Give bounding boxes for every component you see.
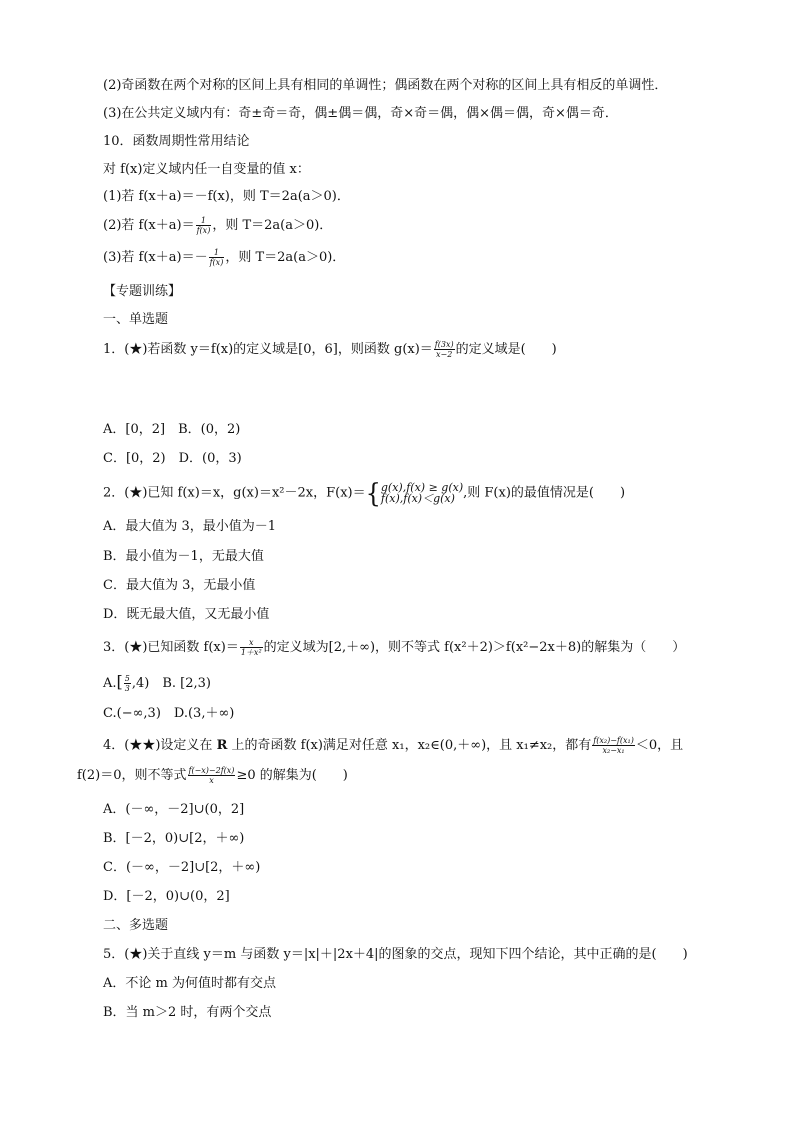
option-line: B．当 m＞2 时，有两个交点 <box>103 1005 272 1020</box>
question-5: 5．(★)关于直线 y＝m 与函数 y＝|x|＋|2x＋4|的图象的交点，现知下四个结论，其中正确的是( ) <box>103 947 688 962</box>
text-line: (2)奇函数在两个对称的区间上具有相同的单调性；偶函数在两个对称的区间上具有相反的单调性． <box>103 78 668 93</box>
fraction: $\frac{\text{f(x₂)−f(x₁)}}{\text{x₂−x₁}}$ <box>593 736 634 755</box>
question-3: 3．(★)已知函数 f(x)＝ $\frac{x}{\text{1＋x²}}$ 的定义域为[2,＋∞)，则不等式 f(x²＋2)＞f(x²−2x＋8)的解集为（ ） <box>103 638 686 657</box>
option-line: A．最大值为 3，最小值为－1 <box>103 519 277 534</box>
option-line: D．既无最大值，又无最小值 <box>103 607 270 622</box>
option-line: C.(−∞,3) D.(3,＋∞) <box>103 706 235 721</box>
option-line: B．最小值为－1，无最大值 <box>103 549 264 564</box>
option-line: A．(－∞，－2]∪(0，2] <box>103 802 245 817</box>
fraction: $\frac{1}{f(x)}$ <box>209 248 224 267</box>
piecewise-function: { g(x),f(x) ≥ g(x) f(x),f(x)＜g(x) <box>365 477 464 508</box>
fraction: $\frac{5}{3}$ <box>124 674 130 693</box>
section-heading: 【专题训练】 <box>103 284 182 299</box>
section-heading: 10．函数周期性常用结论 <box>103 134 250 149</box>
text-line: (3)在公共定义域内有：奇±奇＝奇，偶±偶＝偶，奇×奇＝偶，偶×偶＝偶，奇×偶＝奇． <box>103 106 618 121</box>
option-line: A．[0，2] B．(0，2) <box>103 422 241 437</box>
option-line: C．最大值为 3，无最小值 <box>103 578 256 593</box>
section-heading: 一、单选题 <box>103 312 169 327</box>
question-1: 1．(★)若函数 y＝f(x)的定义域是[0，6]，则函数 g(x)＝ $\frac{f(3x)}{x-2}$ 的定义域是( ) <box>103 340 557 359</box>
option-line: C．[0，2) D．(0，3) <box>103 451 242 466</box>
text-line: 对 f(x)定义域内任一自变量的值 x： <box>103 162 310 177</box>
section-heading: 二、多选题 <box>103 918 169 933</box>
text-line: (3)若 f(x＋a)＝－ $\frac{1}{f(x)}$ ，则 T＝2a(a＞0)． <box>103 248 346 267</box>
fraction: $\frac{f(3x)}{x-2}$ <box>434 340 454 359</box>
option-line: B．[－2，0)∪[2，＋∞) <box>103 831 245 846</box>
question-2: 2．(★)已知 f(x)＝x，g(x)＝x²－2x，F(x)＝{ g(x),f(x) ≥ g(x) f(x),f(x)＜g(x) ,则 F(x)的最值情况是( ) <box>103 477 626 508</box>
text-line: (2)若 f(x＋a)＝ $\frac{1}{f(x)}$ ，则 T＝2a(a＞0)． <box>103 216 333 235</box>
option-line: C．(－∞，－2]∪[2，＋∞) <box>103 860 261 875</box>
fraction: $\frac{1}{f(x)}$ <box>196 216 211 235</box>
question-4: 4．(★★)设定义在 R 上的奇函数 f(x)满足对任意 x₁，x₂∈(0,＋∞)，且 x₁≠x₂，都有 $\frac{\text{f(x₂)−f(x₁)}}{\text{x₂−x₁}}$ ＜0，且 <box>103 736 684 755</box>
option-line: A.[ $\frac{5}{3}$ ,4) B. [2,3) <box>103 672 211 693</box>
fraction: $\frac{x}{\text{1＋x²}}$ <box>240 638 262 657</box>
option-line: A．不论 m 为何值时都有交点 <box>103 976 276 991</box>
option-line: D．[－2，0)∪(0，2] <box>103 889 230 904</box>
question-4-cont: f(2)＝0，则不等式 $\frac{f(-x)-2f(x)}{x}$ ≥0 的解集为( ) <box>77 766 348 785</box>
fraction: $\frac{f(-x)-2f(x)}{x}$ <box>188 766 235 785</box>
text-line: (1)若 f(x＋a)＝－f(x)，则 T＝2a(a＞0)． <box>103 189 350 204</box>
